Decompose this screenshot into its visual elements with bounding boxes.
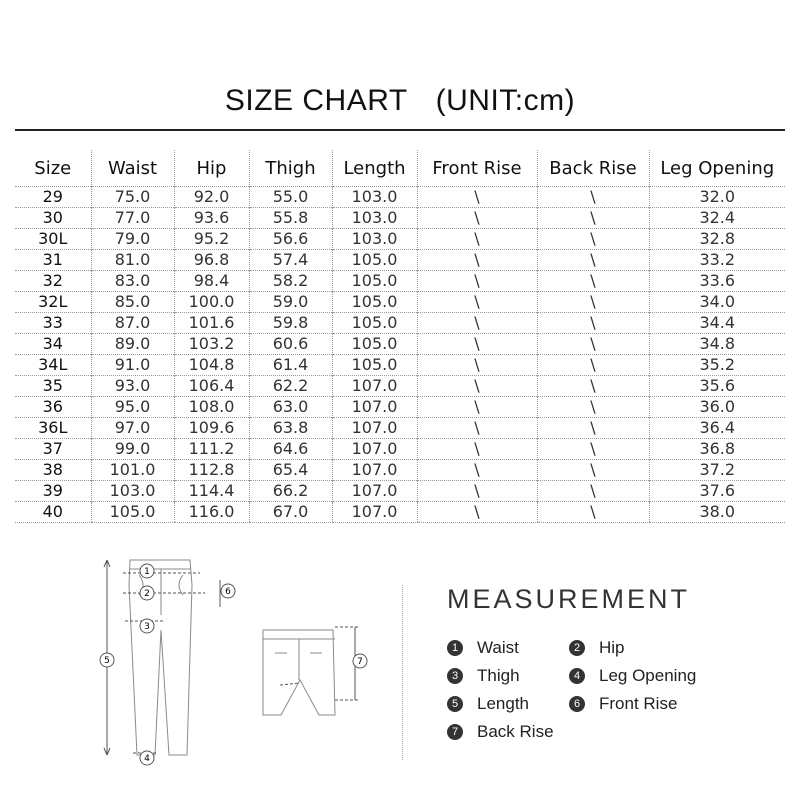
table-cell: \ [537,334,649,355]
size-cell: 34 [15,334,91,355]
front-pocket-right [179,575,183,595]
table-cell: 59.8 [249,313,332,334]
table-cell: 95.0 [91,397,174,418]
table-cell: 108.0 [174,397,249,418]
svg-text:1: 1 [144,567,150,577]
table-cell: 105.0 [91,502,174,523]
table-row [15,250,785,271]
table-cell: 107.0 [332,502,417,523]
table-row [15,355,785,376]
svg-text:7: 7 [357,657,363,667]
table-cell: \ [537,397,649,418]
legend-number-icon: 7 [447,724,463,740]
table-cell: 103.0 [332,187,417,208]
table-row [15,271,785,292]
size-cell: 37 [15,439,91,460]
legend-thigh [447,666,520,686]
table-cell: 77.0 [91,208,174,229]
size-cell: 30L [15,229,91,250]
legend-label: Back Rise [477,722,554,741]
table-cell: 107.0 [332,439,417,460]
size-cell: 39 [15,481,91,502]
table-cell: \ [417,355,537,376]
table-cell: \ [537,271,649,292]
header-size: Size [34,157,72,179]
table-cell: 32.0 [649,187,785,208]
svg-text:4: 4 [144,754,150,764]
table-cell: \ [417,460,537,481]
legend-leg-opening [569,666,696,686]
table-cell: 67.0 [249,502,332,523]
legend-number-icon: 3 [447,668,463,684]
table-cell: 62.2 [249,376,332,397]
table-cell: 107.0 [332,376,417,397]
legend-label: Length [477,694,529,713]
table-cell: \ [537,376,649,397]
table-cell: 37.2 [649,460,785,481]
table-cell: 99.0 [91,439,174,460]
size-cell: 35 [15,376,91,397]
table-cell: 103.0 [332,229,417,250]
table-cell: 55.8 [249,208,332,229]
size-cell: 32 [15,271,91,292]
table-cell: 111.2 [174,439,249,460]
table-header-row [15,150,785,187]
table-cell: 55.0 [249,187,332,208]
table-cell: \ [537,418,649,439]
table-cell: 93.6 [174,208,249,229]
table-cell: 92.0 [174,187,249,208]
header-front-rise: Front Rise [417,150,537,187]
table-row [15,418,785,439]
header-hip: Hip [174,150,249,187]
table-cell: \ [417,271,537,292]
table-cell: \ [417,418,537,439]
table-row [15,502,785,523]
legend-hip [569,638,625,658]
legend-number-icon: 2 [569,640,585,656]
marker-3 [140,619,154,633]
header-waist: Waist [91,150,174,187]
legend-label: Hip [599,638,625,657]
table-cell: \ [417,481,537,502]
table-cell: 57.4 [249,250,332,271]
table-cell: 35.2 [649,355,785,376]
size-cell: 29 [15,187,91,208]
marker-2 [140,586,154,600]
table-cell: 34.4 [649,313,785,334]
table-cell: \ [537,481,649,502]
table-cell: 91.0 [91,355,174,376]
table-cell: \ [537,250,649,271]
table-cell: \ [537,229,649,250]
legend-label: Front Rise [599,694,678,713]
table-cell: \ [537,292,649,313]
measurement-title: MEASUREMENT [447,584,691,614]
table-cell: 61.4 [249,355,332,376]
table-cell: 107.0 [332,418,417,439]
table-cell: 75.0 [91,187,174,208]
page-title [0,84,800,118]
legend-number-icon: 6 [569,696,585,712]
table-cell: 105.0 [332,250,417,271]
legend-label: Leg Opening [599,666,697,685]
table-cell: 60.6 [249,334,332,355]
header-back-rise: Back Rise [537,150,649,187]
table-cell: \ [417,208,537,229]
table-row [15,187,785,208]
table-cell: 38.0 [649,502,785,523]
table-cell: 105.0 [332,355,417,376]
table-cell: 101.0 [91,460,174,481]
table-cell: 36.4 [649,418,785,439]
table-cell: 116.0 [174,502,249,523]
table-cell: 107.0 [332,481,417,502]
table-cell: 83.0 [91,271,174,292]
marker-7 [353,654,367,668]
table-cell: 81.0 [91,250,174,271]
table-cell: \ [537,313,649,334]
table-cell: 34.0 [649,292,785,313]
legend-label: Waist [477,638,519,657]
table-cell: 33.2 [649,250,785,271]
table-cell: 107.0 [332,397,417,418]
legend-front-rise [569,694,677,714]
legend-number-icon: 4 [569,668,585,684]
table-cell: 96.8 [174,250,249,271]
title-divider [15,129,785,131]
table-cell: 89.0 [91,334,174,355]
table-row [15,229,785,250]
table-cell: 85.0 [91,292,174,313]
table-cell: 33.6 [649,271,785,292]
table-cell: \ [537,460,649,481]
table-cell: \ [417,187,537,208]
table-cell: 63.0 [249,397,332,418]
table-cell: \ [417,376,537,397]
table-row [15,334,785,355]
table-cell: 32.8 [649,229,785,250]
marker-5 [100,653,114,667]
table-cell: 101.6 [174,313,249,334]
size-cell: 36 [15,397,91,418]
svg-text:2: 2 [144,589,150,599]
legend-back-rise [447,722,554,742]
table-cell: 100.0 [174,292,249,313]
table-cell: \ [537,208,649,229]
table-cell: 36.8 [649,439,785,460]
title-unit: (UNIT:cm) [435,84,576,117]
marker-4 [140,751,154,765]
table-cell: 98.4 [174,271,249,292]
table-cell: 58.2 [249,271,332,292]
header-leg-opening: Leg Opening [649,150,785,187]
table-row [15,460,785,481]
table-cell: 114.4 [174,481,249,502]
table-cell: 59.0 [249,292,332,313]
table-cell: 36.0 [649,397,785,418]
table-cell: 97.0 [91,418,174,439]
legend-waist [447,638,519,658]
table-cell: 37.6 [649,481,785,502]
svg-text:6: 6 [225,587,231,597]
table-cell: 56.6 [249,229,332,250]
table-row [15,376,785,397]
table-cell: \ [537,502,649,523]
table-cell: \ [417,250,537,271]
table-cell: 104.8 [174,355,249,376]
table-cell: 106.4 [174,376,249,397]
table-cell: 105.0 [332,334,417,355]
svg-text:5: 5 [104,656,110,666]
table-cell: 107.0 [332,460,417,481]
size-cell: 32L [15,292,91,313]
legend-length [447,694,529,714]
table-row [15,292,785,313]
title-main: SIZE CHART [224,84,408,117]
table-cell: \ [417,502,537,523]
table-cell: 63.8 [249,418,332,439]
table-cell: 34.8 [649,334,785,355]
table-row [15,439,785,460]
table-cell: \ [537,187,649,208]
header-length: Length [332,150,417,187]
table-cell: 93.0 [91,376,174,397]
legend-label: Thigh [477,666,520,685]
table-body [15,187,785,523]
table-cell: \ [417,313,537,334]
table-cell: 32.4 [649,208,785,229]
table-row [15,208,785,229]
table-row [15,313,785,334]
table-cell: 95.2 [174,229,249,250]
table-cell: 35.6 [649,376,785,397]
size-cell: 31 [15,250,91,271]
table-cell: 79.0 [91,229,174,250]
table-cell: 65.4 [249,460,332,481]
table-cell: \ [417,292,537,313]
measurement-diagram [95,555,395,770]
marker-1 [140,564,154,578]
svg-text:3: 3 [144,622,150,632]
table-cell: 64.6 [249,439,332,460]
table-cell: \ [537,439,649,460]
table-cell: 112.8 [174,460,249,481]
legend-number-icon: 5 [447,696,463,712]
table-row [15,481,785,502]
table-cell: \ [417,229,537,250]
table-cell: \ [417,334,537,355]
table-cell: 105.0 [332,292,417,313]
table-cell: 87.0 [91,313,174,334]
table-row [15,397,785,418]
header-thigh: Thigh [249,150,332,187]
size-cell: 38 [15,460,91,481]
section-divider [402,585,403,760]
marker-6 [221,584,235,598]
size-cell: 30 [15,208,91,229]
table-cell: \ [537,355,649,376]
table-cell: \ [417,397,537,418]
table-cell: 105.0 [332,313,417,334]
table-cell: 105.0 [332,271,417,292]
table-cell: 103.2 [174,334,249,355]
table-cell: \ [417,439,537,460]
size-cell: 34L [15,355,91,376]
size-cell: 40 [15,502,91,523]
size-table [15,150,785,523]
table-cell: 103.0 [91,481,174,502]
size-cell: 33 [15,313,91,334]
table-cell: 103.0 [332,208,417,229]
table-cell: 109.6 [174,418,249,439]
size-cell: 36L [15,418,91,439]
table-cell: 66.2 [249,481,332,502]
legend-number-icon: 1 [447,640,463,656]
